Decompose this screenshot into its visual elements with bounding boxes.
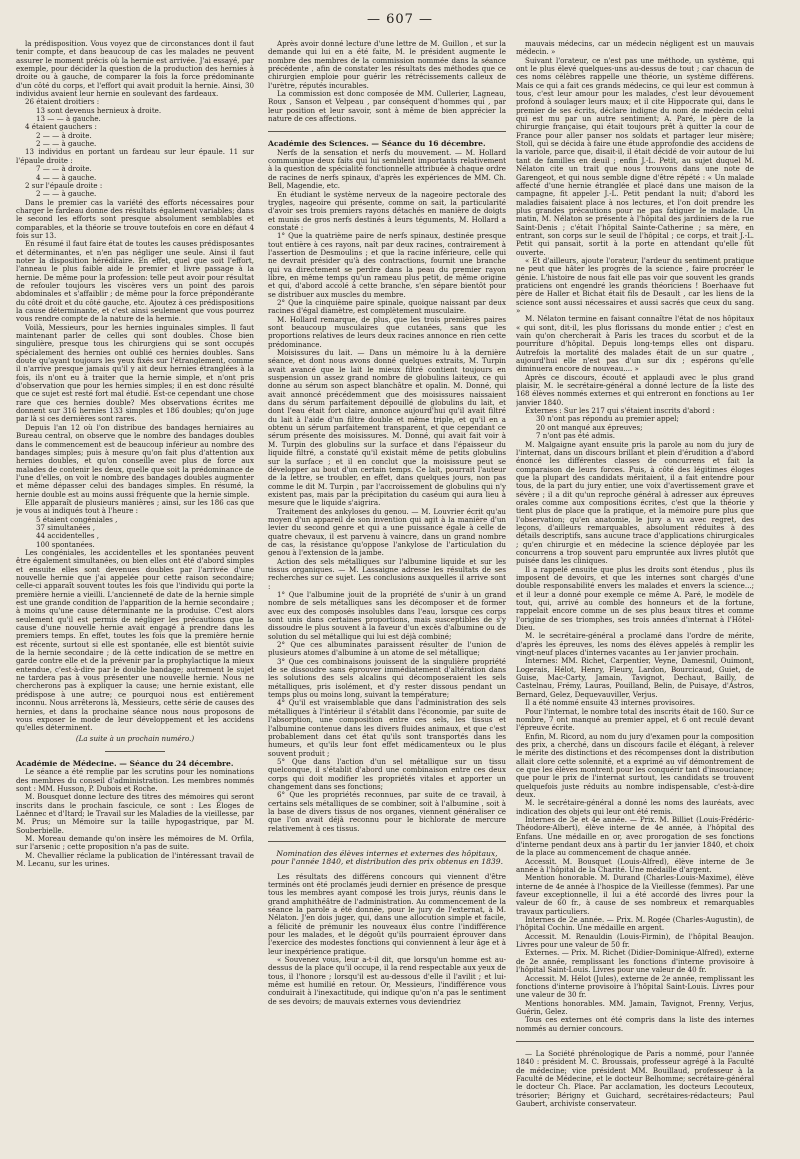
paragraph: Pour l'internat, le nombre total des inscrits était de 160. Sur ce nombre, 7 ont manqué au premier appel, et 6 ont reculé devant l'épreuve écrite.: [516, 706, 754, 733]
section-divider: [105, 751, 165, 752]
paragraph: Accessit. M. Renauldin (Louis-Firmin), de l'hôpital Beaujon. Livres pour une valeur de 50 fr.: [516, 931, 754, 950]
column-middle: [268, 40, 506, 1130]
paragraph: Nerfs de la sensation et nerfs du mouvement. — M. Hollard communique deux faits qui lui semblent importants relativement à la question de spécialité fonctionnelle attribuée à chaque ordre de racines de nerfs spinaux, d'après les expériences de MM. Ch. Bell, Magendie, etc.: [268, 147, 506, 191]
list-line: 7 — — à droite.: [36, 164, 92, 174]
section-divider: [516, 1041, 754, 1042]
paragraph: En étudiant le système nerveux de la nageoire pectorale des trygles, nageoire qui présente, comme on sait, la particularité d'avoir ses trois premiers rayons détachés en manière de doigts et munis de gros nerfs destinés à leurs téguments, M. Hollard a constaté :: [268, 189, 506, 232]
paragraph: Mention honorable. M. Durand (Charles-Louis-Maxime), élève interne de 4e année à l'hospice de la Vieillesse (femmes). Par une faveur exceptionnelle, il lui a été accordé des livres pour la valeur de 60 fr., à cause de ses nombreux et remarquables travaux particuliers.: [516, 873, 754, 916]
paragraph: Depuis l'an 12 où l'on distribue des bandages herniaires au Bureau central, on observe que le nombre des bandages doubles dans le commencement est de beaucoup inférieur au nombre des bandages simples; puis à mesure qu'on fait plus d'attention aux hernies doubles, et qu'on conseille avec plus de force aux malades de contenir les deux, quelle que soit la prédominance de l'une d'elles, on voit le nombre des bandages doubles augmenter et même dépasser celui des bandages simples. En résumé, la hernie double est au moins aussi fréquente que la hernie simple.: [16, 422, 254, 499]
paragraph: M. Malgaigne ayant ensuite pris la parole au nom du jury de l'internat, dans un discours brillant et plein d'érudition a d'abord énoncé les différentes classes de concurrens et fait la comparaison de leurs forces. Puis, à côté des légitimes éloges que la plupart des candidats méritaient, il a fait entendre pour tous, de la part du jury entier, une voix d'avertissement grave et sévère ; il a dit qu'un reproche général à adresser aux épreuves orales comme aux compositions écrites, c'est que la théorie y tient plus de place que la pratique, et la mémoire pure plus que l'observation; qu'en anatomie, le jury a vu avec regret, des leçons, d'ailleurs remarquables, absolument réduites à des détails descriptifs, sans aucune trace d'applications chirurgicales ; qu'en chirurgie et en médecine la science déployée par les concurrens a trop souvent paru empruntée aux livres plutôt que puisée dans les cliniques.: [516, 439, 754, 566]
paragraph: M. Hollard remarque, de plus, que les trois premières paires sont beaucoup musculaires que cutanées, sans que les proportions relatives de leurs deux racines annonce en rien cette prédominance.: [268, 314, 506, 349]
paragraph: 3° Que ces combinaisons jouissent de la singulière propriété de se dissoudre sans éprouver immédiatement d'altération dans les solutions des sels alcalins qui décomposeraient les sels métalliques, pris isolément, et d'y rester dissous pendant un temps plus ou moins long, suivant la température;: [268, 656, 506, 700]
paragraph: Après ce discours, écouté et applaudi avec le plus grand plaisir, M. le secrétaire-général a donné lecture de la liste des 168 élèves nommés externes et qui entreront en fonctions au 1er janvier 1840.: [516, 372, 754, 407]
paragraph: En résumé il faut faire état de toutes les causes prédisposantes et déterminantes, et n'en pas négliger une seule. Ainsi il faut noter la disposition héréditaire. En effet, quel que soit l'effort, l'anneau le plus faible aide le premier et livre passage à la hernie. De même pour la profession: telle peut avoir pour résultat de refouler toujours les viscères vers un point des parois abdominales et s'affaiblir ; de même pour la force prépondérante du côté droit et du côté gauche, etc. Ajoutez à ces prédispositions la cause déterminante, et c'est ainsi seulement que vous pourrez vous rendre compte de la nature de la hernie.: [16, 239, 254, 324]
list-line: 7 n'ont pas été admis.: [536, 431, 616, 441]
paragraph: — La Société phrénologique de Paris a nommé, pour l'année 1840 : président M. C. Broussais, professeur agrégé à la Faculté de médecine; vice président MM. Bouillaud, professeur à la Faculté de Médecine, et le docteur Belhomme; secrétaire-général le docteur Ch. Place. Par acclamation, les docteurs Lecouteux, trésorier; Bérigny et Guichard, secrétaires-rédacteurs; Paul Gaubert, archiviste conservateur.: [516, 1048, 754, 1108]
paragraph: Moisissures du lait. — Dans un mémoire lu à la dernière séance, et dont nous avons donné quelques extraits, M. Turpin avait avancé que le lait le mieux filtré contient toujours en suspension un assez grand nombre de globulins laiteux, ce qui donne au sérum son aspect blanchâtre et opalin. M. Donné, qui avait annoncé précédemment que des moisissures naissaient dans du sérum parfaitement dépouillé de globulins du lait, et dont l'eau était fort claire, annonce aujourd'hui qu'il avait filtré du lait à l'aide d'un filtre double et même triple, et qu'il en a obtenu un sérum parfaitement transparent, et que cependant ce sérum présente des moisissures. M. Donné, qui avait fait voir à M. Turpin des globulins sur la surface et dans l'épaisseur du liquide filtré, a constaté qu'il existait même de petits globulins sur la surface ; et il en conclut que la moisissure peut se développer au bout d'un certain temps. Ce lait, pourrait l'auteur de la lettre, se troubler, en effet, dans quelques jours, non pas comme le dit M. Turpin , par l'accroissement de globulins qui n'y existent pas, mais par la précipitation du caséum qui aura lieu à mesure que le liquide s'aigrira.: [268, 348, 506, 508]
paragraph: 4 étaient gauchers :: [25, 122, 97, 132]
paragraph: 26 étaient droitiers :: [25, 97, 100, 107]
paragraph: Les résultats des différens concours qui viennent d'être terminés ont été proclamés jeudi dernier en présence de presque tous les membres ayant composé les trois jurys, réunis dans le grand amphithéâtre de l'administration. Au commencement de la séance la parole a été donnée, pour le jury de l'externat, à M. Nélaton. J'en dois juger, qui, dans une allocution simple et facile, a félicité de prémunir les nouveaux élus contre l'indifférence pour les malades, et le dégoût qu'ils pourraient éprouver dans l'exercice des modestes fonctions qui conviennent à leur âge et à leur inexpérience pratique.: [268, 871, 506, 956]
paragraph: Action des sels métalliques sur l'albumine liquide et sur les tissus organiques. — M. Lassaigne adresse les résultats de ses recherches sur ce sujet. Les conclusions auxquelles il arrive sont :: [268, 556, 506, 591]
paragraph: Externes : Sur les 217 qui s'étaient inscrits d'abord :: [525, 406, 715, 416]
list-line: 20 ont manqué aux épreuves;: [536, 422, 643, 432]
paragraph: Les congéniales, les accidentelles et les spontanées peuvent être également simultanées, ou bien elles ont été d'abord simples et ensuite elles sont devenues doubles par l'arrivée d'une nouvelle hernie que j'ai appelée pour cette raison secondaire; celle-ci apparaît souvent toutes les fois que l'individu qui porte la première hernie a vieilli. L'ancienneté de date de la hernie simple est une grande condition de l'apparition de la hernie secondaire ; à moins qu'une cause déterminante ne la produise. C'est alors seulement qu'il est permis de négliger les précautions que la cause d'une nouvelle hernie avait engagé à prendre dans les premiers temps. En effet, toutes les fois que la première hernie est récente, surtout si elle est spontanée, elle est bientôt suivie de la hernie secondaire ; de là cette indication de se mettre en garde contre elle et de la prévenir par la prophylactique la mieux entendue, c'est-à-dire par le double bandage; autrement le sujet ne tardera pas à vous présenter une nouvelle hernie. Nous ne chercherons pas à expliquer la cause; une hernie existant, elle prédispose à une autre; ce pourquoi nous est entièrement inconnu. Nous arrêterons là, Messieurs, cette série de causes des hernies, et dans la prochaine séance nous nous proposons de vous exposer le mode de leur développement et les accidens qu'elles déterminent.: [16, 547, 254, 733]
article-heading: Nomination des élèves internes et externes des hôpitaux, pour l'année 1840, et distribution des prix obtenus en 1839.: [270, 848, 503, 867]
paragraph: 13 individus en portant un fardeau sur leur épaule. 11 sur l'épaule droite :: [16, 147, 254, 165]
paragraph: Voilà, Messieurs, pour les hernies inguinales simples. Il faut maintenant parler de celles qui sont doubles. Chose bien singulière, presque tous les chirurgiens qui se sont occupés spécialement des hernies ont oublié ces hernies doubles. Sans doute qu'ayant toujours les yeux fixés sur l'étranglement, comme il n'arrive presque jamais qu'il y ait deux hernies étranglées à la fois, ils n'ont eu à traiter que la hernie simple, et n'ont pris d'observation que pour les hernies simples; il en est donc résulté que ce sujet est resté fort mal étudié. Est-ce cependant une chose rare que ces hernies double? Mes observations écrites me donnent sur 316 hernies 133 simples et 186 doubles; qu'on juge par là si ces dernières sont rares.: [16, 322, 254, 424]
section-divider: [268, 131, 506, 132]
paragraph: Il a rappelé ensuite que plus les droits sont étendus , plus ils imposent de devoirs, et que les internes sont chargés d'une double responsabilité envers les malades et envers la science...; et il leur a donné pour exemple ce même A. Paré, le modèle de tout, qui, arrivé au comble des honneurs et de la fortune, rappelait encore comme un de ses plus beaux titres et comme l'origine de ses triomphes, ses trois années d'internat à l'Hôtel-Dieu.: [516, 564, 754, 633]
paragraph: 1° Que la quatrième paire de nerfs spinaux, destinée presque tout entière à ces rayons, naît par deux racines, contrairement à l'assertion de Desmoulins ; et que la racine inférieure, celle qui ne devrait présider qu'à des contractions, fournit une branche qui va directement se perdre dans la peau du premier rayon libre, en même temps qu'un rameau plus petit, de même origine et qui, d'abord accolé à cette branche, s'en sépare bientôt pour se distribuer aux muscles du membre.: [268, 231, 506, 299]
paragraph: M. Chevallier réclame la publication de l'intéressant travail de M. Lecanu, sur les urines.: [16, 850, 254, 868]
paragraph: M. Nélaton termine en faisant connaître l'état de nos hôpitaux « qui sont, dit-il, les plus florissans du monde entier ; c'est en vain qu'on chercherait à Paris les traces du scorbut et de la pourriture d'hôpital. Depuis long-temps elles ont disparu. Autrefois la mortalité des malades était de un sur quatre , aujourd'hui elle n'est pas d'un sur dix ; espérons qu'elle diminuera encore de nouveau.... »: [516, 314, 754, 374]
paragraph: 6° Que les propriétés reconnues, par suite de ce travail, à certains sels métalliques de se combiner, soit à l'albumine , soit à la base de divers tissus de nos organes, viennent généraliser ce que l'on avait déjà reconnu pour le bichlorate de mercure relativement à ces tissus.: [268, 790, 506, 833]
section-divider: [268, 841, 506, 842]
column-right: [516, 40, 754, 1130]
paragraph: M. Moreau demande qu'on insère les mémoires de M. Orfila, sur l'arsenic ; cette proposition n'a pas de suite.: [16, 833, 254, 852]
paragraph: Le séance a été remplie par les scrutins pour les nominations des membres du conseil d'administration. Les membres nommés sont : MM. Husson, P. Dubois et Roche.: [16, 767, 254, 793]
list-line: 30 n'ont pas répondu au premier appel;: [536, 414, 679, 424]
paragraph: Internes de 3e et 4e année. — Prix. M. Billiet (Louis-Frédéric-Théodore-Albert), élève interne de 4e année, à l'hôpital des Enfans. Une médaille en or, avec prorogation de ses fonctions d'interne pendant deux ans à partir du 1er janvier 1840, et choix de la place au commencement de chaque année.: [516, 814, 754, 858]
paragraph: Accessit. M. Bousquet (Louis-Alfred), élève interne de 3e année à l'hôpital de la Charité. Une médaille d'argent.: [516, 856, 754, 875]
paragraph: Il a été nommé ensuite 43 internes provisoires.: [525, 698, 695, 708]
paragraph: M. le secrétaire-général a donné les noms des lauréats, avec indication des objets qui leur ont été remis.: [516, 798, 754, 816]
section-heading: Académie des Sciences. — Séance du 16 décembre.: [268, 139, 486, 149]
paragraph: « Souvenez vous, leur a-t-il dit, que lorsqu'un homme est au-dessus de la place qu'il occupe, il la rend respectable aux yeux de tous, il l'honore ; lorsqu'il est au-dessous d'elle il l'avilit ; et lui-même est humilié en retour. Or, Messieurs, l'indifférence vous conduirait à l'inexactitude, qui indique qu'on n'a pas le sentiment de ses devoirs; de mauvais externes vous deviendriez: [268, 955, 506, 1006]
continuation-note: (La suite à un prochain numéro.): [75, 733, 195, 743]
paragraph: M. le secrétaire-général a proclamé dans l'ordre de mérite, d'après les épreuves, les noms des élèves appelés à remplir les vingt-neuf places d'internes vacantes au 1er janvier prochain.: [516, 631, 754, 658]
paragraph: Après avoir donné lecture d'une lettre de M. Guillon , et sur la demande qui lui en a été faite, M. le président augmente le nombre des membres de la commission nommée dans la séance précédente , afin de constater les résultats des méthodes que ce chirurgien emploie pour guérir les rétrécissements calleux de l'urètre, réputés incurables.: [268, 40, 506, 90]
paragraph: 1° Que l'albumine jouit de la propriété de s'unir à un grand nombre de sels métalliques sans les décomposer et de former avec eux des composés insolubles dans l'eau, lorsque ces corps sont unis dans certaines proportions, mais susceptibles de s'y dissoudre le plus souvent à la faveur d'un excès d'albumine ou de solution du sel métallique qui lui est déjà combiné;: [268, 590, 506, 641]
paragraph: Elle apparaît de plusieurs manières ; ainsi, sur les 186 cas que je vous ai indiqués tout à l'heure :: [16, 497, 254, 516]
list-line: 2 — — à gauche.: [36, 189, 97, 199]
list-line: 2 — — à gauche.: [36, 139, 97, 149]
paragraph: la prédisposition. Vous voyez que de circonstances dont il faut tenir compte, et dans beaucoup de cas les malades ne peuvent assurer le moment précis où la hernie est arrivée. J'ai essayé, par exemple, pour décider la question de la production des hernies à droite ou à gauche, de comparer la fois la force prédominante d'un côté du corps, et l'effort qui avait produit la hernie. Ainsi, 30 individus avaient leur hernie en soulevant des fardeaux.: [16, 40, 254, 99]
paragraph: 4° Qu'il est vraisemblable que dans l'administration des sels métalliques à l'intérieur il s'établit dans l'économie, par suite de l'absorption, une composition entre ces sels, les tissus et l'albumine contenue dans les divers fluides animaux, et que c'est probablement dans cet état qu'ils sont transportés dans les humeurs, et qu'ils leur font effet médicamenteux ou le plus souvent produit ;: [268, 698, 506, 758]
paragraph: 5° Que dans l'action d'un sel métallique sur un tissu quelconque, il s'établit d'abord une combinaison entre ces deux corps qui doit modifier les propriétés vitales et apporter un changement dans ses fonctions;: [268, 756, 506, 791]
paragraph: 2 sur l'épaule droite :: [25, 180, 103, 190]
list-line: 37 simultanées ,: [36, 522, 95, 532]
paragraph: Tous ces externes ont été compris dans la liste des internes nommés au dernier concours.: [516, 1015, 754, 1033]
page-number: — 607 —: [366, 12, 434, 27]
section-heading: Académie de Médecine. — Séance du 24 décembre.: [16, 758, 234, 768]
list-line: 44 accidentelles ,: [36, 531, 99, 541]
paragraph: Enfin, M. Ricord, au nom du jury d'examen pour la composition des prix, a cherché, dans un discours facile et élégant, à relever le mérite des distinctions et des récompenses dont la distribution allait clore cette solennité, et a exprimé au vif démontrement de ce que les élèves montrent pour les conquérir tant d'insouciance; que pour le prix de l'internat surtout, les candidats se trouvent quelquefois juste réduits au nombre indispensable, c'est-à-dire deux.: [516, 731, 754, 799]
paragraph: Internes: MM. Richet, Carpentier, Veyne, Damesnil, Ouimont, Logerais, Hélot, Henry, Fleury, Lardon, Bourcicaud, Guiet, de Guise, Mac-Carty, Jamain, Tavignot, Dechaut, Bailly, de Castelnau, Frémy, Lauras, Pouilland, Belin, de Puisaye, d'Astros, Bernard, Gelez, Dequevauviller, Verjus.: [516, 656, 754, 699]
paragraph: M. Bousquet donne lecture des titres des mémoires qui seront inscrits dans le prochain fascicule, ce sont : Les Éloges de Laënnec et d'Itard; le Travail sur les Maladies de la vieillesse, par M. Prus; un Mémoire sur la taille hypogastrique, par M. Souberbielle.: [16, 792, 254, 835]
paragraph: « Et d'ailleurs, ajoute l'orateur, l'ardeur du sentiment pratique ne peut que hâter les progrès de la science , faire procréer le génie. L'histoire de nous fait elle pas voir que souvent les grands praticiens ont engendré les grands théoriciens ! Boerhaave fut père de Haller et Bichat était fils de Desault , car les liens de la science sont aussi nécessaires et aussi sacrés que ceux du sang. »: [516, 255, 754, 315]
paragraph: Traitement des ankyloses du genou. — M. Louvrier écrit qu'au moyen d'un appareil de son invention qui agit à la manière d'un levier du second genre et qui a une puissance égale à celle de quatre chevaux, il est parvenu à vaincre, dans un grand nombre de cas, la résistance qu'oppose l'ankylose de l'articulation du genou à l'extension de la jambe.: [268, 506, 506, 558]
paragraph: 2° Que la cinquième paire spinale, quoique naissant par deux racines d'égal diamètre, est complètement musculaire.: [268, 297, 506, 316]
list-line: 4 — — à gauche.: [36, 172, 97, 182]
paragraph: Accessit. M. Hélot (Jules), externe de 2e année, remplissant les fonctions d'interne provisoire à l'hôpital Saint-Louis. Livres pour une valeur de 30 fr.: [516, 973, 754, 1000]
paragraph: mauvais médecins, car un médecin négligent est un mauvais médecin. »: [516, 40, 754, 57]
list-line: 2 — — à droite.: [36, 130, 92, 140]
paragraph: Mentions honorables. MM. Jamain, Tavignot, Frenny, Verjus, Guérin, Gelez.: [516, 998, 754, 1016]
list-line: 13 — — à gauche.: [36, 114, 101, 124]
paragraph: Dans le premier cas la variété des efforts nécessaires pour charger le fardeau donne des résultats également variables; dans le second les efforts sont presque absolument semblables et comparables, et la théorie se trouve toutefois en core en défaut 4 fois sur 13.: [16, 197, 254, 240]
list-line: 100 spontanées.: [36, 539, 95, 549]
paragraph: Suivant l'orateur, ce n'est pas une méthode, un système, qui ont le plus élevé quelques-uns au-dessus de tout ; car chacun de ces noms célèbres rappelle une théorie, un système différens. Mais ce qui a fait ces grands médecins, ce qui leur est commun à tous, c'est leur amour pour les malades, c'est leur dévouement profond à soulager leurs maux; et il cite Hippocrate qui, dans le premier de ses écrits, déclare indigne du nom de médecin celui qui est mu par un autre sentiment; A. Paré, le père de la chirurgie française, qui était toujours prêt à quitter la cour de France pour aller panser nos soldats et partager leur misère; Stoll, qui se décida à faire une étude approfondie des accidens de la variole, parce que, disait-il, il était décidé de voir autour de lui tant de familles en deuil ; enfin J.-L. Petit, au sujet duquel M. Nélaton cite un trait que nous trouvons dans une note de Garengeot, et qui nous semble digne d'être répété : « Un malade affecté d'une hernie étranglée et placé dans une maison de la campagne, fit appeler J.-L. Petit pendant la nuit; d'abord les maladies faisaient place à nos lectures, et l'on doit prendre les plus grandes précautions pour ne pas fatiguer le malade. Un matin, M. Nélaton se présente à l'hôpital des jardiniers de la rue Saint-Denis ; c'était l'hôpital Sainte-Catherine ; sa mère, en entrant, son corps sur le seuil de l'hôpital ; ce corps, et trait J.-L. Petit qui pansait, sortit à la porte en attendant qu'elle fût ouverte.: [516, 55, 754, 257]
list-line: 5 étaient congéniales ,: [36, 514, 118, 524]
paragraph: La commission est donc composée de MM. Cullerier, Lagneau, Roux , Sanson et Velpeau , par conséquent d'hommes qui , par leur position et leur savoir, sont à même de bien apprécier la nature de ces affections.: [268, 89, 506, 124]
paragraph: Internes de 2e année. — Prix. M. Rogée (Charles-Augustin), de l'hôpital Cochin. Une médaille en argent.: [516, 915, 754, 933]
paragraph: Externes. — Prix. M. Richet (Didier-Dominique-Alfred), externe de 2e année, remplissant les fonctions d'interne provisoire à l'hôpital Saint-Louis. Livres pour une valeur de 40 fr.: [516, 948, 754, 975]
paragraph: 2° Que ces albuminates paraissent résulter de l'union de plusieurs atomes d'albumine à un atome de sel métallique;: [268, 640, 506, 658]
column-left: [16, 40, 254, 1150]
list-line: 13 sont devenus hernieux à droite.: [36, 105, 162, 115]
